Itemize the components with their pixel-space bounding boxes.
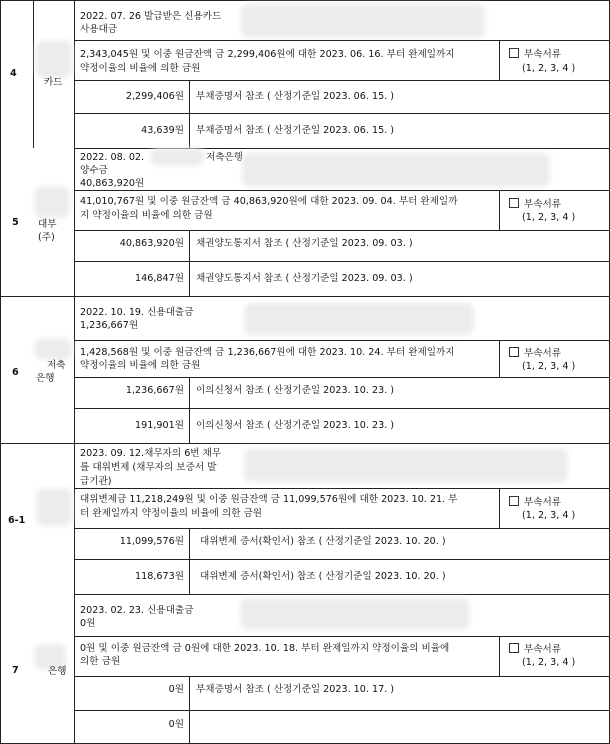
- attachment-numbers: (1, 2, 3, 4 ): [522, 361, 576, 372]
- claim-description: 2022. 07. 26 발급받은 신용카드: [80, 11, 222, 22]
- column-divider: [189, 230, 190, 296]
- claim-description: 1,236,667원: [80, 320, 139, 331]
- creditor-name: 저축: [47, 360, 66, 371]
- entry-number: 4: [10, 68, 17, 79]
- claim-description: 지 약정이율의 비율에 의한 금원: [80, 210, 213, 221]
- amount-reference: 채권양도통지서 참조 ( 산정기준일 2023. 09. 03. ): [196, 273, 413, 284]
- redacted-name: [40, 44, 68, 74]
- claim-description: 의한 금원: [80, 656, 121, 667]
- column-divider: [74, 0, 75, 744]
- row-divider: [74, 113, 610, 114]
- amount-value: 146,847원: [135, 273, 184, 284]
- amount-value: 43,639원: [141, 125, 184, 136]
- entry-number: 5: [12, 217, 19, 228]
- attachment-checkbox[interactable]: [509, 496, 561, 509]
- claim-description: 를 대위변제 (채무자의 보증서 발: [80, 462, 217, 473]
- row-divider: [74, 230, 610, 231]
- column-divider: [499, 488, 500, 528]
- claim-description: 40,863,920원: [80, 178, 145, 189]
- amount-value: 40,863,920원: [119, 238, 184, 249]
- row-divider: [74, 340, 610, 341]
- attachment-label: 부속서류: [524, 497, 562, 508]
- claim-description: 41,010,767원 및 이중 원금잔액 금 40,863,920원에 대한 2023. 09. 04. 부터 완제일까: [80, 196, 458, 207]
- redacted-info: [154, 152, 200, 162]
- column-divider: [499, 40, 500, 80]
- row-divider: [74, 676, 610, 677]
- attachment-checkbox[interactable]: [509, 198, 561, 211]
- creditor-name: 은행: [48, 666, 67, 677]
- checkbox-icon[interactable]: [509, 198, 519, 208]
- amount-reference: 부채증명서 참조 ( 산정기준일 2023. 06. 15. ): [196, 91, 395, 102]
- attachment-checkbox[interactable]: [509, 347, 561, 360]
- amount-value: 2,299,406원: [125, 91, 184, 102]
- attachment-label: 부속서류: [524, 348, 562, 359]
- column-divider: [499, 340, 500, 378]
- redacted-info: [246, 157, 546, 183]
- attachment-numbers: (1, 2, 3, 4 ): [522, 657, 576, 668]
- row-divider: [74, 528, 610, 529]
- amount-value: 1,236,667원: [125, 385, 184, 396]
- creditor-name: 은행: [36, 373, 55, 384]
- amount-reference: 대위변제 증서(확인서) 참조 ( 산정기준일 2023. 10. 20. ): [200, 536, 446, 547]
- amount-reference: 부채증명서 참조 ( 산정기준일 2023. 06. 15. ): [196, 125, 395, 136]
- amount-value: 0원: [168, 719, 184, 730]
- entry-number: 7: [12, 665, 19, 676]
- amount-value: 0원: [168, 684, 184, 695]
- row-divider: [74, 80, 610, 81]
- amount-value: 191,901원: [135, 420, 184, 431]
- row-divider: [0, 443, 610, 444]
- column-divider: [499, 190, 500, 230]
- row-divider: [74, 710, 610, 711]
- claim-description: 0원: [80, 618, 96, 629]
- column-divider: [189, 528, 190, 594]
- claim-description: 저축은행: [206, 152, 244, 163]
- attachment-label: 부속서류: [524, 199, 562, 210]
- redacted-name: [38, 648, 62, 666]
- entry-number: 6: [12, 367, 19, 378]
- creditor-name: 카드: [44, 77, 63, 88]
- entry-number: 6-1: [8, 515, 26, 526]
- claim-description: 약정이율의 비율에 의한 금원: [80, 360, 201, 371]
- column-divider: [499, 636, 500, 676]
- redacted-info: [245, 8, 481, 34]
- column-divider: [33, 0, 34, 148]
- row-divider: [74, 636, 610, 637]
- row-divider: [74, 190, 610, 191]
- checkbox-icon[interactable]: [509, 48, 519, 58]
- attachment-numbers: (1, 2, 3, 4 ): [522, 212, 576, 223]
- claim-description: 약정이율의 비율에 의한 금원: [80, 63, 201, 74]
- claim-description: 2022. 10. 19. 신용대출금: [80, 307, 194, 318]
- attachment-checkbox[interactable]: [509, 643, 561, 656]
- redacted-name: [38, 190, 66, 214]
- claim-description: 대위변제금 11,218,249원 및 이중 원금잔액 금 11,099,576원에 대한 2023. 10. 21. 부: [80, 494, 458, 505]
- amount-reference: 대위변제 증서(확인서) 참조 ( 산정기준일 2023. 10. 20. ): [200, 571, 446, 582]
- claim-description: 사용대금: [80, 24, 118, 35]
- column-divider: [189, 377, 190, 443]
- claim-description: 2022. 08. 02.: [80, 152, 145, 163]
- column-divider: [189, 80, 190, 148]
- row-divider: [74, 408, 610, 409]
- attachment-checkbox[interactable]: [509, 48, 561, 61]
- amount-reference: 이의신청서 참조 ( 산정기준일 2023. 10. 23. ): [196, 420, 395, 431]
- claim-description: 1,428,568원 및 이중 원금잔액 금 1,236,667원에 대한 2023. 10. 24. 부터 완제일까지: [80, 347, 455, 358]
- row-divider: [74, 594, 610, 595]
- redacted-name: [40, 492, 68, 522]
- amount-value: 118,673원: [135, 571, 184, 582]
- row-divider: [74, 559, 610, 560]
- amount-reference: 부채증명서 참조 ( 산정기준일 2023. 10. 17. ): [196, 684, 395, 695]
- claim-description: 2,343,045원 및 이중 원금잔액 금 2,299,406원에 대한 2023. 06. 16. 부터 완제일까지: [80, 49, 455, 60]
- row-divider: [0, 296, 610, 297]
- redacted-info: [244, 602, 466, 626]
- row-divider: [74, 377, 610, 378]
- redacted-info: [248, 307, 470, 331]
- amount-value: 11,099,576원: [119, 536, 184, 547]
- checkbox-icon[interactable]: [509, 347, 519, 357]
- claim-description: 터 완제일까지 약정이율의 비율에 의한 금원: [80, 508, 263, 519]
- claim-description: 2023. 02. 23. 신용대출금: [80, 605, 194, 616]
- amount-reference: 이의신청서 참조 ( 산정기준일 2023. 10. 23. ): [196, 385, 395, 396]
- attachment-label: 부속서류: [524, 49, 562, 60]
- creditor-name: (주): [38, 232, 55, 243]
- row-divider: [74, 261, 610, 262]
- redacted-name: [38, 342, 68, 356]
- redacted-info: [248, 452, 564, 478]
- checkbox-icon[interactable]: [509, 496, 519, 506]
- row-divider: [74, 148, 610, 149]
- claim-description: 0원 및 이중 원금잔액 금 0원에 대한 2023. 10. 18. 부터 완제일까지 약정이율의 비율에: [80, 643, 450, 654]
- table-border: [0, 0, 1, 744]
- attachment-numbers: (1, 2, 3, 4 ): [522, 510, 576, 521]
- amount-reference: 채권양도통지서 참조 ( 산정기준일 2023. 09. 03. ): [196, 238, 413, 249]
- attachment-numbers: (1, 2, 3, 4 ): [522, 63, 576, 74]
- table-border: [0, 0, 610, 1]
- creditor-name: 대부: [38, 219, 57, 230]
- checkbox-icon[interactable]: [509, 643, 519, 653]
- attachment-label: 부속서류: [524, 644, 562, 655]
- claim-description: 양수금: [80, 165, 108, 176]
- row-divider: [74, 40, 610, 41]
- claim-description: 2023. 09. 12.채무자의 6번 채무: [80, 448, 222, 459]
- claim-description: 급기관): [80, 476, 112, 487]
- row-divider: [74, 488, 610, 489]
